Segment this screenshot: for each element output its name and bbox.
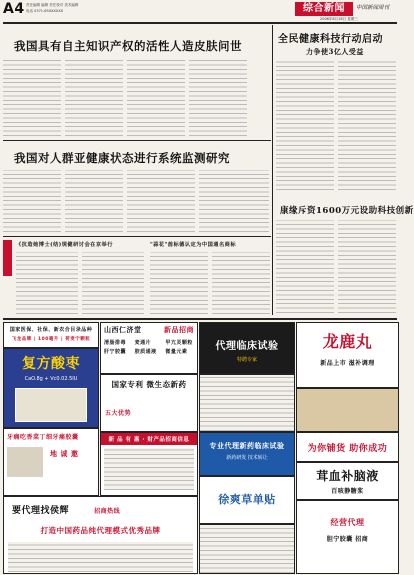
phone-line: 电话 0371-65XXXXXX bbox=[26, 9, 64, 13]
ad-rongxue-title: 茸血补脑液 bbox=[316, 469, 379, 483]
page-number: A4 bbox=[3, 1, 25, 17]
ad-danning-sub: 胆宁胶囊 招商 bbox=[326, 536, 369, 543]
subhead-sci: 力争使3亿人受益 bbox=[306, 47, 364, 56]
ad-xinpin-body bbox=[104, 448, 194, 490]
ad-renjitang-item: 清肠排毒 bbox=[104, 340, 127, 346]
ad-feilong-title: 国家医保、社保、新农合目录品种 bbox=[9, 327, 93, 333]
ad-bottom-mid[interactable] bbox=[199, 524, 295, 574]
ad-suanzao-product-image bbox=[15, 388, 87, 422]
ad-houhui-sub: 招商热线 bbox=[94, 508, 121, 515]
ad-renjitang-item: 肝宁胶囊 bbox=[104, 349, 127, 355]
date-line: 2006年8月16日 星期三 bbox=[320, 17, 358, 21]
ad-renjitang-sub: 新品招商 bbox=[164, 326, 194, 334]
subhead-left: 《抗造她博士(结)规健研讨会在京举行 bbox=[16, 242, 113, 248]
ad-renjitang-item: 甲亢灵颗粒 bbox=[165, 340, 193, 346]
body-sub-2 bbox=[82, 252, 144, 314]
ad-xinpin[interactable] bbox=[100, 432, 198, 496]
body-ip-3 bbox=[127, 58, 185, 136]
ad-text-block[interactable] bbox=[199, 374, 295, 432]
headline-health: 我国对人群亚健康状态进行系统监测研究 bbox=[14, 151, 230, 165]
body-ip-1 bbox=[3, 58, 61, 136]
ad-houhui-title: 要代理找侯辉 bbox=[12, 506, 70, 516]
ad-clinical[interactable] bbox=[199, 322, 295, 374]
ad-renjitang[interactable] bbox=[100, 322, 198, 374]
headline-fund: 康缘斥资1600万元设助科技创新 bbox=[280, 206, 414, 216]
ad-longlu-title: 龙鹿丸 bbox=[322, 332, 373, 351]
ad-feilong[interactable] bbox=[3, 322, 99, 348]
ad-clinical-sub: 特聘专家 bbox=[236, 357, 257, 363]
ad-microbio-sub: 五大优势 bbox=[105, 410, 132, 417]
body-sub-1 bbox=[16, 252, 78, 314]
ad-danning-title: 经营代理 bbox=[330, 518, 365, 527]
section-rule-2 bbox=[3, 236, 271, 237]
ad-microbio[interactable] bbox=[100, 374, 198, 432]
body-sci-1 bbox=[276, 60, 334, 190]
body-fund-2 bbox=[338, 220, 396, 313]
ad-renjitang-item: 胶质通液 bbox=[134, 349, 157, 355]
body-sci-2 bbox=[338, 60, 396, 190]
ad-distribution[interactable] bbox=[296, 432, 399, 462]
ad-suanzao-title: 复方酸枣 bbox=[22, 356, 80, 372]
ads-rule bbox=[3, 318, 397, 320]
ad-rongxue[interactable] bbox=[296, 462, 399, 500]
ad-longlu-sub: 新品上市 滋补调理 bbox=[320, 360, 375, 367]
subhead-mid: "蒜花"酋标德认定为中国通名商标 bbox=[150, 242, 237, 248]
body-sub-4 bbox=[212, 252, 270, 314]
editor-line: 责任编辑 编辑 责任校对 美术编辑 bbox=[26, 3, 79, 7]
ad-renjitang-item: 微量元素 bbox=[165, 349, 188, 355]
paper-name: 中国新闻周刊 bbox=[356, 5, 390, 11]
ad-longlu-extra[interactable] bbox=[296, 388, 399, 432]
headline-sci: 全民健康科技行动启动 bbox=[278, 34, 383, 45]
ad-houhui-slogan: 打造中国药品纯代理模式优秀品牌 bbox=[40, 526, 161, 535]
ad-distribution-title: 为你铺货 助你成功 bbox=[307, 444, 388, 454]
body-ip-4 bbox=[189, 58, 247, 136]
col-rule bbox=[272, 25, 273, 315]
body-health-2 bbox=[65, 170, 123, 232]
body-health-3 bbox=[127, 170, 195, 232]
ad-toothache-title: 牙痛吃香菜丁细牙痛胶囊 bbox=[7, 434, 79, 441]
ad-toothache-image bbox=[7, 447, 43, 477]
ad-toothache-sub: 地 诚 邀 bbox=[50, 450, 79, 458]
ad-longlu[interactable] bbox=[296, 322, 399, 388]
ad-danning[interactable] bbox=[296, 500, 399, 574]
ad-houhui-body bbox=[8, 542, 193, 572]
ad-suanzao-line: CaO.8g + Vc0.02.5IU bbox=[24, 376, 78, 382]
ad-agent-trial-sub: 新药研发 技术转让 bbox=[226, 455, 268, 461]
ad-microbio-title: 国家专利 微生态新药 bbox=[111, 380, 187, 389]
body-ip-2 bbox=[65, 58, 123, 136]
ad-xinpin-title: 新 品 有 惠 · 财产品招商信息 bbox=[101, 433, 197, 445]
headline-ip: 我国具有自主知识产权的活性人造皮肤问世 bbox=[14, 39, 242, 53]
ad-suanzao[interactable] bbox=[3, 348, 99, 428]
ad-renjitang-title: 山西仁济堂 bbox=[104, 326, 142, 334]
body-sub-3 bbox=[150, 252, 208, 314]
body-health-4 bbox=[199, 170, 269, 232]
masthead-rule bbox=[3, 22, 397, 24]
ad-xushuang[interactable] bbox=[199, 476, 295, 524]
ad-xushuang-title: 徐爽草单贴 bbox=[218, 493, 276, 506]
ad-feilong-sub: 飞龙品牌 | 100毫升 | 荷麦宁颗粒 bbox=[11, 337, 91, 342]
ad-rongxue-sub: 百咳静糖浆 bbox=[331, 488, 364, 495]
ad-renjitang-item: 麦通片 bbox=[134, 340, 152, 346]
section-title: 综合新闻 bbox=[295, 2, 353, 16]
body-fund-1 bbox=[276, 220, 334, 313]
section-rule-1 bbox=[3, 140, 271, 141]
ad-clinical-title: 代理临床试验 bbox=[215, 341, 279, 352]
ad-houhui[interactable] bbox=[3, 496, 198, 574]
ad-toothache[interactable] bbox=[3, 428, 99, 496]
ad-agent-trial-title: 专业代理新药临床试验 bbox=[209, 442, 285, 450]
ad-agent-trial[interactable] bbox=[199, 432, 295, 476]
vertical-tag bbox=[3, 240, 12, 276]
body-health-1 bbox=[3, 170, 61, 232]
